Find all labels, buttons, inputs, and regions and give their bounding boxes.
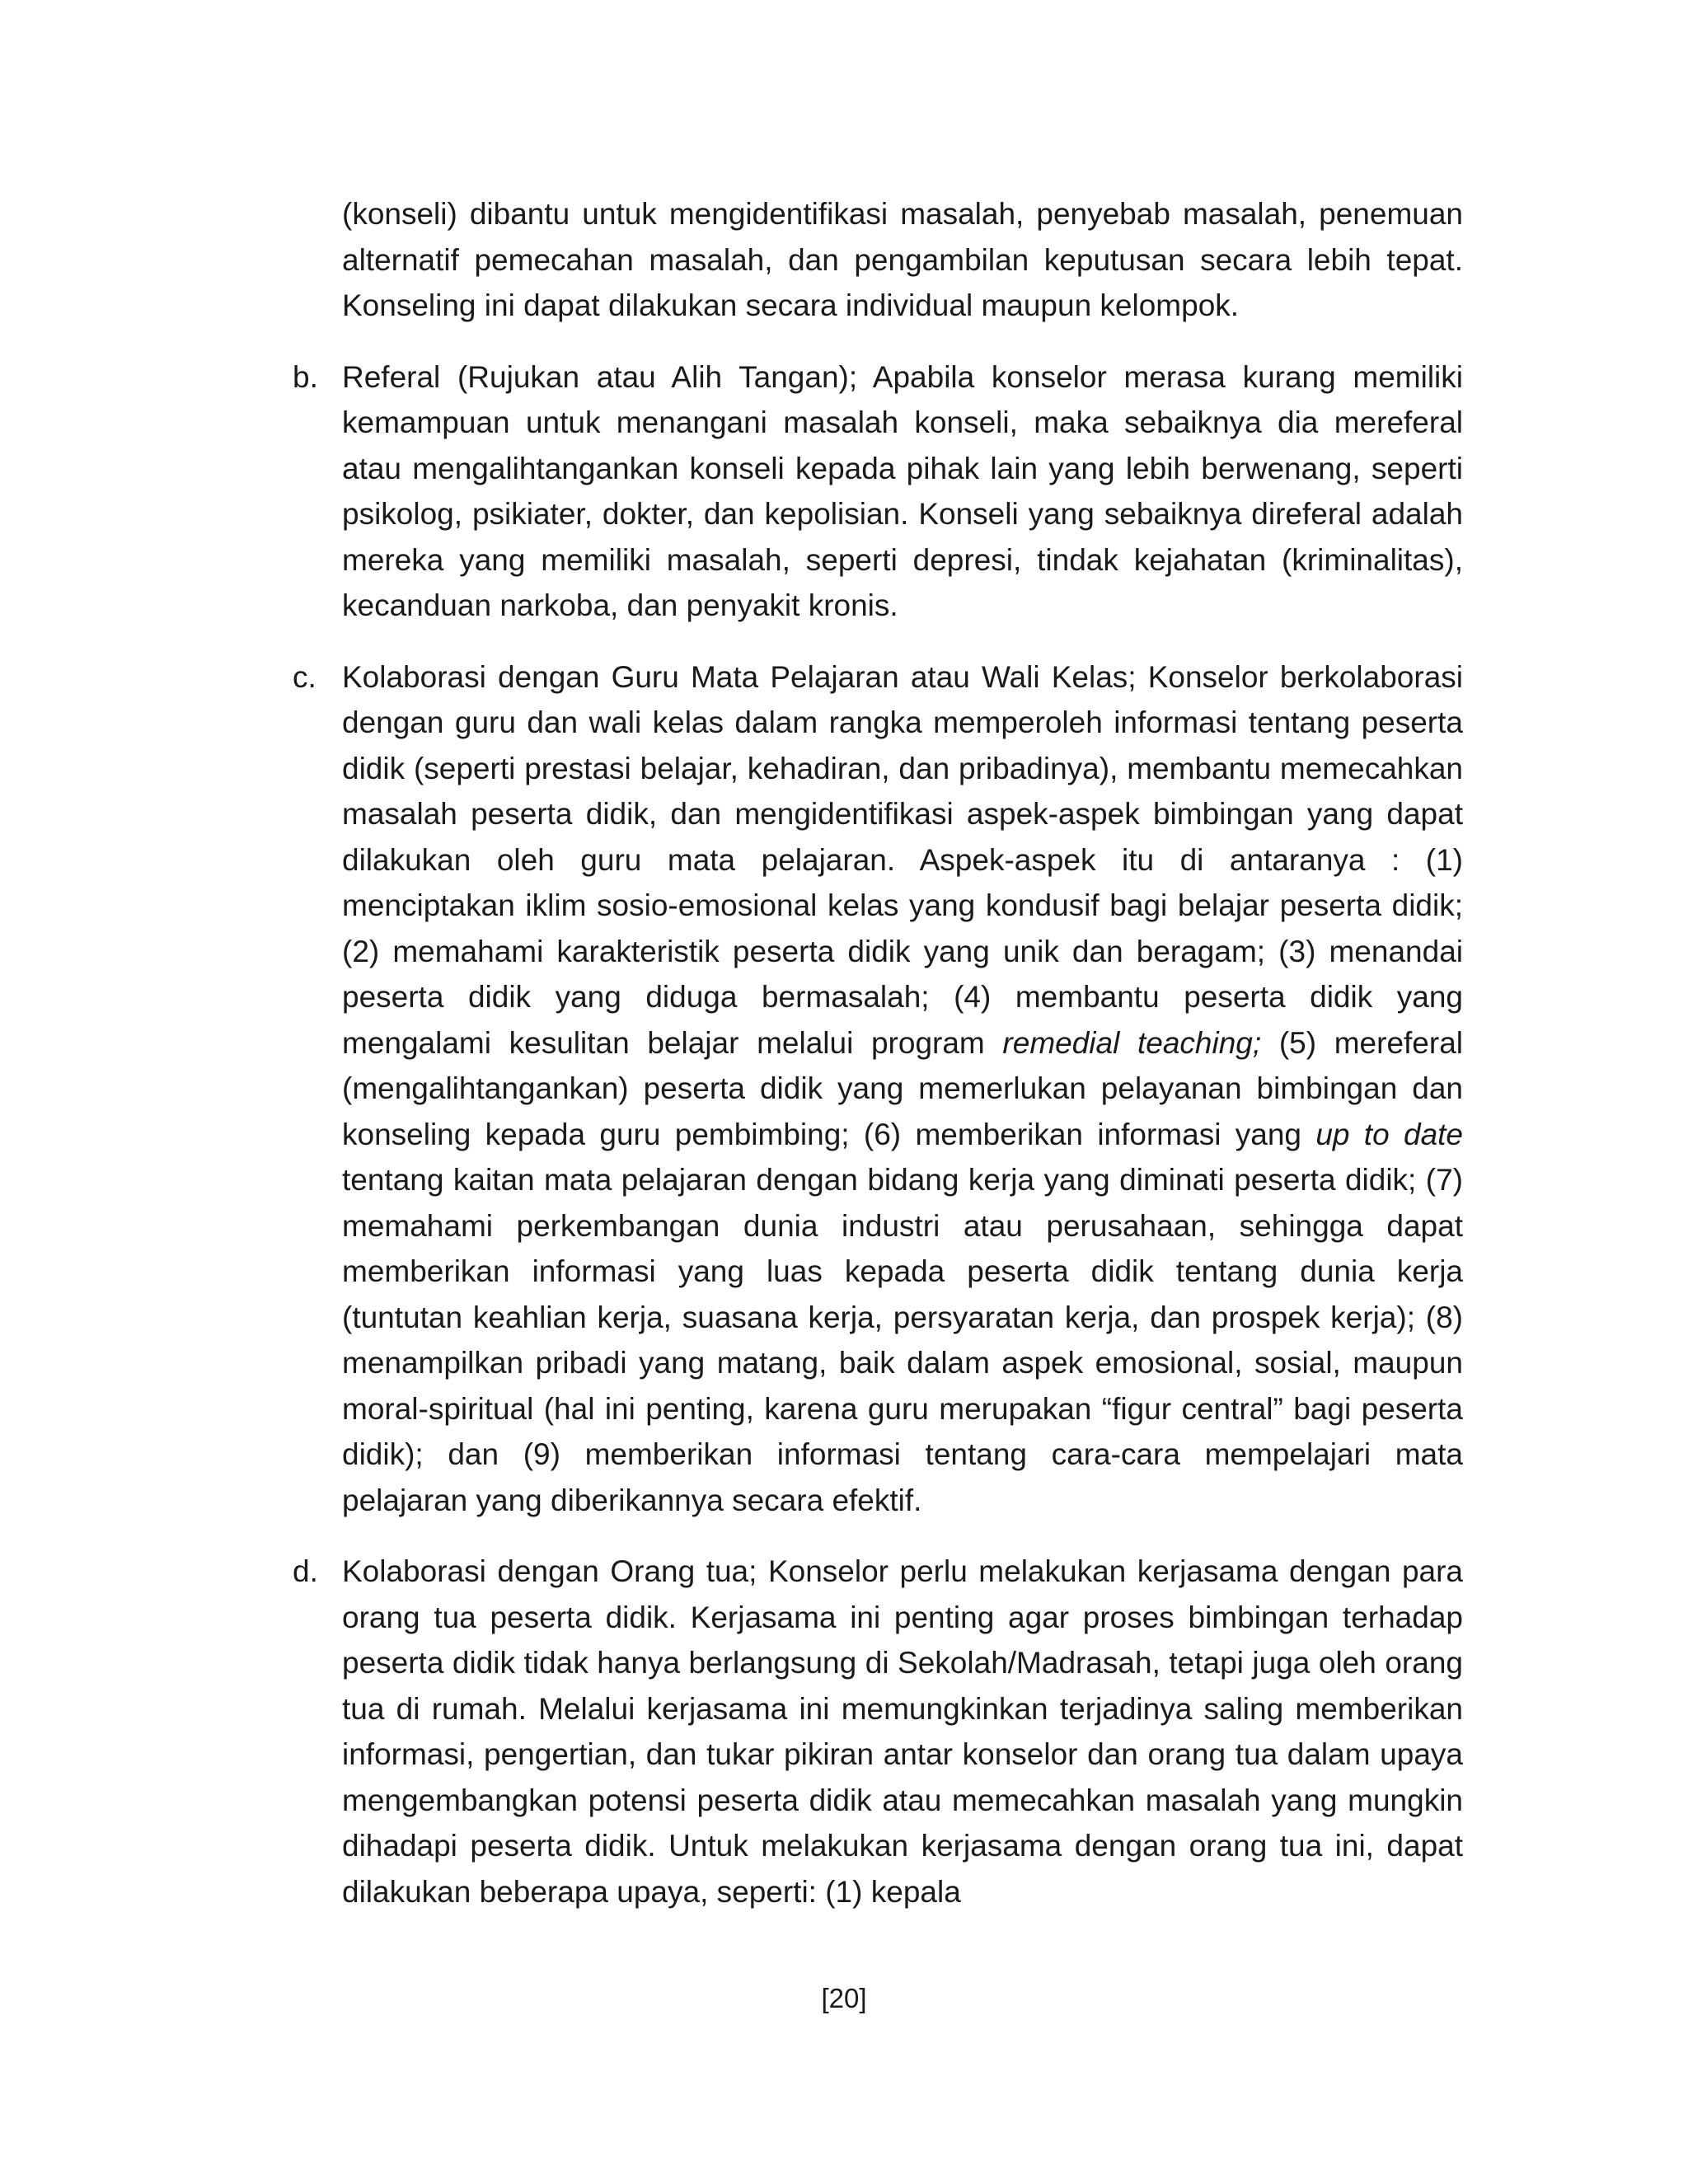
list-item-c-italic-uptodate: up to date — [1315, 1117, 1464, 1151]
list-item-d — [293, 1549, 1463, 1915]
list-item-c-text-part3: tentang kaitan mata pelajaran dengan bidang kerja yang diminati peserta didik; (7) memahami perkembangan dunia industri atau perusahaan, sehingga dapat memberikan informasi yang luas kepada peserta didik tentang dunia kerja (tuntutan keahlian kerja, suasana kerja, persyaratan kerja, dan prospek kerja); (8) menampilkan pribadi yang matang, baik dalam aspek emosional, sosial, maupun moral-spiritual (hal ini penting, karena guru merupakan “figur central” bagi peserta didik); dan (9) memberikan informasi tentang cara-cara mempelajari mata pelajaran yang diberikannya secara efektif. — [342, 1163, 1463, 1517]
list-item-b — [293, 354, 1463, 629]
list-marker-b: b. — [293, 359, 318, 394]
list-marker-c: c. — [293, 659, 316, 694]
list-item-b-text: Referal (Rujukan atau Alih Tangan); Apabila konselor merasa kurang memiliki kemampuan untuk menangani masalah konseli, maka sebaiknya dia mereferal atau mengalihtangankan konseli kepada pihak lain yang lebih berwenang, seperti psikolog, psikiater, dokter, dan kepolisian. Konseli yang sebaiknya direferal adalah mereka yang memiliki masalah, seperti depresi, tindak kejahatan (kriminalitas), kecanduan narkoba, dan penyakit kronis. — [342, 359, 1463, 622]
list-item-c-italic-remedial: remedial teaching; — [1002, 1025, 1262, 1060]
intro-paragraph — [293, 191, 1463, 329]
page-content — [293, 191, 1463, 1915]
list-item-c-text-part1: Kolaborasi dengan Guru Mata Pelajaran atau Wali Kelas; Konselor berkolaborasi dengan guru dan wali kelas dalam rangka memperoleh informasi tentang peserta didik (seperti prestasi belajar, kehadiran, dan pribadinya), membantu memecahkan masalah peserta didik, dan mengidentifikasi aspek-aspek bimbingan yang dapat dilakukan oleh guru mata pelajaran. Aspek-aspek itu di antaranya : (1) menciptakan iklim sosio-emosional kelas yang kondusif bagi belajar peserta didik; (2) memahami karakteristik peserta didik yang unik dan beragam; (3) menandai peserta didik yang diduga bermasalah; (4) membantu peserta didik yang mengalami kesulitan belajar melalui program — [342, 659, 1463, 1060]
list-item-c-text-part2: (5) mereferal (mengalihtangankan) peserta didik yang memerlukan pelayanan bimbingan dan konseling kepada guru pembimbing; (6) memberikan informasi yang — [342, 1025, 1463, 1151]
page-number: [20] — [821, 1983, 867, 2013]
intro-paragraph-text: (konseli) dibantu untuk mengidentifikasi masalah, penyebab masalah, penemuan alternatif pemecahan masalah, dan pengambilan keputusan secara lebih tepat. Konseling ini dapat dilakukan secara individual maupun kelompok. — [342, 197, 1463, 322]
list-marker-d: d. — [293, 1554, 318, 1588]
list-item-d-text: Kolaborasi dengan Orang tua; Konselor perlu melakukan kerjasama dengan para orang tua peserta didik. Kerjasama ini penting agar proses bimbingan terhadap peserta didik tidak hanya berlangsung di Sekolah/Madrasah, tetapi juga oleh orang tua di rumah. Melalui kerjasama ini memungkinkan terjadinya saling memberikan informasi, pengertian, dan tukar pikiran antar konselor dan orang tua dalam upaya mengembangkan potensi peserta didik atau memecahkan masalah yang mungkin dihadapi peserta didik. Untuk melakukan kerjasama dengan orang tua ini, dapat dilakukan beberapa upaya, seperti: (1) kepala — [342, 1554, 1463, 1909]
list-item-c — [293, 654, 1463, 1524]
